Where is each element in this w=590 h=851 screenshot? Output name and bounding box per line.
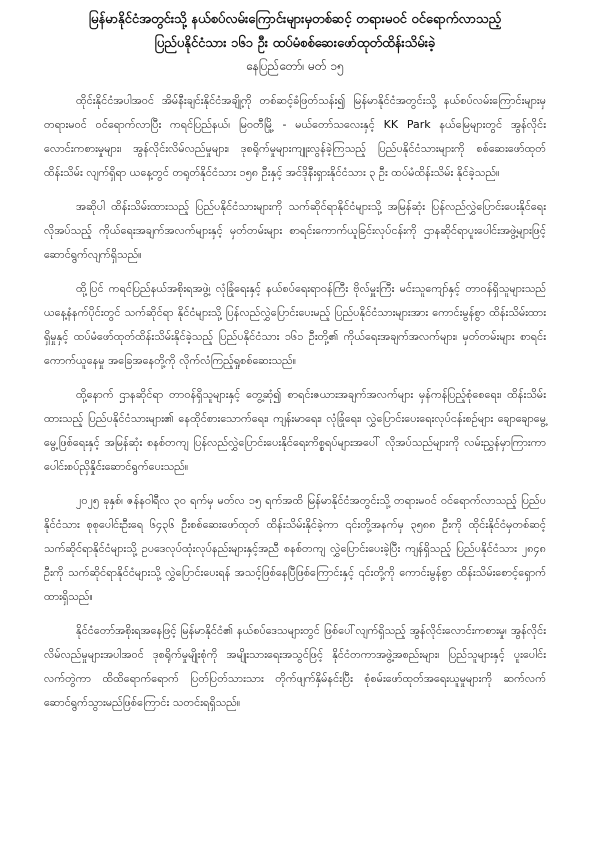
paragraph-2: အဆိုပါ ထိန်းသိမ်းထားသည့် ပြည်ပနိုင်ငံသားများကို သက်ဆိုင်ရာနိုင်ငံများသို့ အမြန်ဆုံး ပြန်လည်လွှဲပြောင်းပေးနိုင်ရေး လိုအပ်သည့် ကိုယ်ရေးအချက်အလက်များနှင့် မှတ်တမ်းများ စာရင်းကောက်ယူခြင်းလုပ်ငန်းကို ဌာနဆိုင်ရာပူးပေါင်းအဖွဲ့များဖြင့် ဆောင်ရွက်လျက်ရှိသည်။ [44,200,546,261]
paragraph-4: ထို့နောက် ဌာနဆိုင်ရာ တာဝန်ရှိသူများနှင့် တွေ့ဆုံ၍ စာရင်းဇယားအချက်အလက်များ မှန်ကန်ပြည့်စုံစေရေး၊ ထိန်းသိမ်းထားသည့် ပြည်ပနိုင်ငံသားများ၏ နေထိုင်စားသောက်ရေး၊ ကျန်းမာရေး၊ လုံခြုံရေး၊ လွှဲပြောင်းပေးရေးလုပ်ငန်းစဉ်များ ချောချောမွေ့မွေ့ဖြစ်ရေးနှင့် အမြန်ဆုံး စနစ်တကျ ပြန်လည်လွှဲပြောင်းပေးနိုင်ရေးကိစ္စရပ်များအပေါ် လိုအပ်သည်များကို လမ်းညွှန်မှာကြားကာ ပေါင်းစပ်ညှိနှိုင်းဆောင်ရွက်ပေးသည်။ [44,388,546,473]
paragraph-5: ၂၀၂၅ ခုနှစ်၊ ဇန်နဝါရီလ ၃၀ ရက်မှ မတ်လ ၁၅ ရက်အထိ မြန်မာနိုင်ငံအတွင်းသို့ တရားမဝင် ဝင်ရောက်လာသည့် ပြည်ပနိုင်ငံသား စုစုပေါင်းဦးရေ ၆၄၃၆ ဦးစစ်ဆေးဖော်ထုတ် ထိန်းသိမ်းနိုင်ခဲ့ကာ ၎င်းတို့အနက်မှ ၃၅၈၈ ဦးကို ထိုင်းနိုင်ငံမှတစ်ဆင့် သက်ဆိုင်ရာနိုင်ငံများသို့ ဥပဒေလုပ်ထုံးလုပ်နည်းများနှင့်အညီ စနစ်တကျ လွှဲပြောင်းပေးခဲ့ပြီး ကျန်ရှိသည့် ပြည်ပနိုင်ငံသား ၂၈၄၈ ဦးကို သက်ဆိုင်ရာနိုင်ငံများသို့ လွှဲပြောင်းပေးရန် အသင့်ဖြစ်နေပြီဖြစ်ကြောင်းနှင့် ၎င်းတို့ကို ကောင်းမွန်စွာ ထိန်းသိမ်းစောင့်ရှောက်ထားရှိသည်။ [44,494,546,603]
headline [44,8,546,56]
headline-line-1: မြန်မာနိုင်ငံအတွင်းသို့ နယ်စပ်လမ်းကြောင်းများမှတစ်ဆင့် တရားမဝင် ဝင်ရောက်လာသည့် [88,12,502,27]
paragraph-3: ထို့ပြင် ကရင်ပြည်နယ်အစိုးရအဖွဲ့၊ လုံခြုံရေးနှင့် နယ်စပ်ရေးရာဝန်ကြီး ဗိုလ်မှူးကြီး မင်းသူကျော်နှင့် တာဝန်ရှိသူများသည် ယနေ့နံနက်ပိုင်းတွင် သက်ဆိုင်ရာ နိုင်ငံများသို့ ပြန်လည်လွှဲပြောင်းပေးမည့် ပြည်ပနိုင်ငံသားများအား ကောင်းမွန်စွာ ထိန်းသိမ်းထားရှိမှုနှင့် ထပ်မံဖော်ထုတ်ထိန်းသိမ်းနိုင်ခဲ့သည့် ပြည်ပနိုင်ငံသား ၁၆၁ ဦးတို့၏ ကိုယ်ရေးအချက်အလက်များ၊ မှတ်တမ်းများ စာရင်းကောက်ယူနေမှု အခြေအနေတို့ကို လိုက်လံကြည့်ရှုစစ်ဆေးသည်။ [44,282,546,367]
paragraph-1: ထိုင်းနိုင်ငံအပါအဝင် အိမ်နီးချင်းနိုင်ငံအချို့ကို တစ်ဆင့်ခံဖြတ်သန်း၍ မြန်မာနိုင်ငံအတွင်းသို့ နယ်စပ်လမ်းကြောင်းများမှ တရားမဝင် ဝင်ရောက်လာပြီး ကရင်ပြည်နယ်၊ မြဝတီမြို့ - မယ်တော်သလေးနှင့် KK Park နယ်မြေများတွင် အွန်လိုင်းလောင်းကစားမှုများ၊ အွန်လိုင်းလိမ်လည်မှုများ၊ ဒုစရိုက်မှုများကျူးလွန်ခဲ့ကြသည့် ပြည်ပနိုင်ငံသားများကို စစ်ဆေးဖော်ထုတ်ထိန်းသိမ်း လျက်ရှိရာ ယနေ့တွင် တရုတ်နိုင်ငံသား ၁၅၈ ဦးနှင့် အင်ဒိုနီးရှားနိုင်ငံသား ၃ ဦး ထပ်မံထိန်းသိမ်း နိုင်ခဲ့သည်။ [44,94,546,179]
dateline: နေပြည်တော်၊ မတ် ၁၅ [246,59,344,73]
paragraph-6: နိုင်ငံတော်အစိုးရအနေဖြင့် မြန်မာနိုင်ငံ၏ နယ်စပ်ဒေသများတွင် ဖြစ်ပေါ်လျက်ရှိသည့် အွန်လိုင်းလောင်းကစားမှု၊ အွန်လိုင်းလိမ်လည်မှုများအပါအဝင် ဒုစရိုက်မှုမျိုးစုံကို အမျိုးသားရေးအသွင်ဖြင့် နိုင်ငံတကာအဖွဲ့အစည်းများ၊ ပြည်သူများနှင့် ပူးပေါင်းလက်တွဲကာ ထိထိရောက်ရောက် ပြတ်ပြတ်သားသား တိုက်ဖျက်နှိမ်နင်းပြီး စုံစမ်းဖော်ထုတ်အရေးယူမှုများကို ဆက်လက်ဆောင်ရွက်သွားမည်ဖြစ်ကြောင်း သတင်းရရှိသည်။ [44,624,546,709]
headline-line-2: ပြည်ပနိုင်ငံသား ၁၆၁ ဦး ထပ်မံစစ်ဆေးဖော်ထုတ်ထိန်းသိမ်းခဲ့ [154,36,436,51]
